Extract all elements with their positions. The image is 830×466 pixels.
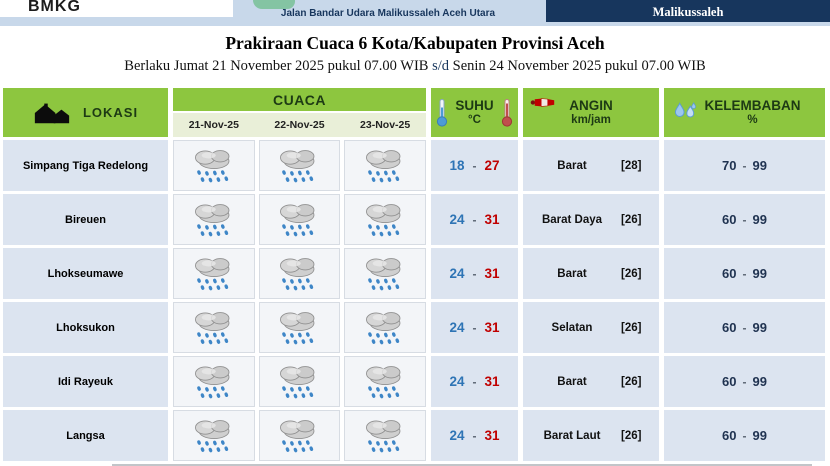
weather-cells [173, 410, 426, 461]
wind-direction: Barat [557, 375, 587, 388]
header-angin-unit: km/jam [571, 113, 611, 126]
rain-cloud-icon [358, 147, 412, 184]
temperature-cell [431, 248, 518, 299]
humidity-max: 99 [752, 428, 767, 443]
table-row [3, 194, 825, 245]
wind-speed: [26] [621, 429, 642, 442]
temperature-cell [431, 302, 518, 353]
temp-max: 31 [484, 266, 500, 281]
header-dates [173, 113, 426, 137]
wind-cell [523, 194, 659, 245]
rain-cloud-icon [187, 255, 241, 292]
header-angin [523, 88, 659, 137]
location-label: Lhoksukon [56, 321, 115, 334]
rain-cloud-icon [358, 309, 412, 346]
weather-cell-day3 [344, 194, 426, 245]
humidity-cell [664, 248, 825, 299]
location-label: Langsa [66, 429, 105, 442]
location-cell [3, 356, 168, 407]
humidity-max: 99 [752, 158, 767, 173]
thermometer-hot-icon [501, 97, 513, 128]
temp-min: 24 [449, 212, 465, 227]
validity-period [0, 57, 830, 76]
station-address: Jalan Bandar Udara Malikussaleh Aceh Utara [280, 8, 496, 19]
wind-cell [523, 248, 659, 299]
temp-min: 18 [449, 158, 465, 173]
header-kelembaban-unit: % [747, 113, 758, 126]
weather-cell-day3 [344, 410, 426, 461]
table-row [3, 410, 825, 461]
temperature-cell [431, 356, 518, 407]
validity-start: Berlaku Jumat 21 November 2025 pukul 07.00 WIB [124, 58, 433, 74]
range-separator: - [472, 266, 477, 281]
rain-cloud-icon [187, 417, 241, 454]
droplets-icon [673, 102, 698, 122]
table-row [3, 248, 825, 299]
location-label: Simpang Tiga Redelong [22, 159, 149, 172]
humidity-min: 60 [722, 212, 737, 227]
wind-speed: [26] [621, 321, 642, 334]
range-separator: - [742, 428, 747, 443]
temp-min: 24 [449, 266, 465, 281]
rain-cloud-icon [272, 255, 326, 292]
temp-max: 31 [484, 320, 500, 335]
humidity-cell [664, 302, 825, 353]
location-cell [3, 410, 168, 461]
humidity-cell [664, 140, 825, 191]
wind-speed: [26] [621, 375, 642, 388]
humidity-min: 60 [722, 374, 737, 389]
humidity-max: 99 [752, 374, 767, 389]
wind-cell [523, 410, 659, 461]
range-separator: - [472, 374, 477, 389]
windsock-icon [530, 96, 558, 109]
weather-cell-day2 [259, 410, 341, 461]
rain-cloud-icon [187, 201, 241, 238]
temp-min: 24 [449, 320, 465, 335]
temperature-cell [431, 194, 518, 245]
weather-cell-day1 [173, 194, 255, 245]
range-separator: - [472, 158, 477, 173]
header-lokasi [3, 88, 168, 137]
date-day2: 22-Nov-25 [274, 119, 325, 131]
rain-cloud-icon [187, 309, 241, 346]
weather-cell-day1 [173, 248, 255, 299]
header-suhu-unit: °C [468, 113, 481, 126]
wind-cell [523, 140, 659, 191]
table-row [3, 302, 825, 353]
location-cell [3, 140, 168, 191]
humidity-max: 99 [752, 320, 767, 335]
temperature-cell [431, 410, 518, 461]
weather-cell-day1 [173, 410, 255, 461]
temperature-cell [431, 140, 518, 191]
wind-speed: [26] [621, 213, 642, 226]
rain-cloud-icon [272, 363, 326, 400]
weather-cells [173, 302, 426, 353]
bmkg-logo-text: BMKG [28, 0, 81, 15]
rain-cloud-icon [272, 309, 326, 346]
header-suhu-text [455, 98, 493, 128]
humidity-min: 60 [722, 266, 737, 281]
weather-cells [173, 140, 426, 191]
range-separator: - [742, 266, 747, 281]
rain-cloud-icon [358, 417, 412, 454]
weather-cell-day3 [344, 356, 426, 407]
temp-max: 31 [484, 212, 500, 227]
temp-min: 24 [449, 428, 465, 443]
rain-cloud-icon [272, 417, 326, 454]
wind-direction: Barat [557, 267, 587, 280]
header-cuaca-label: CUACA [173, 88, 426, 111]
wind-speed: [28] [621, 159, 642, 172]
weather-cells [173, 248, 426, 299]
range-separator: - [472, 428, 477, 443]
header-cuaca [173, 88, 426, 137]
humidity-min: 70 [722, 158, 737, 173]
wind-direction: Barat Daya [541, 213, 603, 226]
weather-cell-day3 [344, 248, 426, 299]
wind-cell [523, 356, 659, 407]
rain-cloud-icon [358, 363, 412, 400]
table-header [3, 88, 825, 137]
house-icon [33, 101, 71, 125]
station-name-badge [546, 0, 830, 22]
validity-end: Senin 24 November 2025 pukul 07.00 WIB [452, 58, 706, 74]
header-suhu-label: SUHU [455, 97, 494, 113]
weather-cell-day1 [173, 140, 255, 191]
humidity-cell [664, 410, 825, 461]
rain-cloud-icon [358, 255, 412, 292]
range-separator: - [742, 212, 747, 227]
wind-speed: [26] [621, 267, 642, 280]
temp-max: 31 [484, 428, 500, 443]
range-separator: - [742, 158, 747, 173]
location-cell [3, 248, 168, 299]
page-title: Prakiraan Cuaca 6 Kota/Kabupaten Provinsi Aceh [225, 33, 605, 53]
rain-cloud-icon [358, 201, 412, 238]
top-banner [0, 0, 830, 26]
humidity-cell [664, 194, 825, 245]
range-separator: - [472, 320, 477, 335]
range-separator: - [742, 374, 747, 389]
location-cell [3, 194, 168, 245]
weather-cell-day2 [259, 248, 341, 299]
table-row [3, 140, 825, 191]
weather-cell-day3 [344, 302, 426, 353]
title-block [0, 26, 830, 76]
weather-cell-day2 [259, 194, 341, 245]
humidity-min: 60 [722, 320, 737, 335]
humidity-min: 60 [722, 428, 737, 443]
header-angin-text [569, 98, 613, 128]
weather-cell-day1 [173, 302, 255, 353]
temp-min: 24 [449, 374, 465, 389]
header-suhu [431, 88, 518, 137]
humidity-max: 99 [752, 212, 767, 227]
rain-cloud-icon [272, 147, 326, 184]
header-lokasi-label: LOKASI [82, 105, 139, 120]
validity-separator: s/d [432, 58, 450, 74]
wind-direction: Barat [557, 159, 587, 172]
location-cell [3, 302, 168, 353]
rain-cloud-icon [272, 201, 326, 238]
location-label: Idi Rayeuk [57, 375, 114, 388]
header-kelembaban-label: KELEMBABAN [704, 97, 801, 113]
range-separator: - [472, 212, 477, 227]
bmkg-logo-box [0, 0, 233, 17]
range-separator: - [742, 320, 747, 335]
thermometer-cold-icon [436, 97, 448, 128]
forecast-table [3, 88, 825, 461]
weather-cells [173, 356, 426, 407]
weather-cell-day2 [259, 356, 341, 407]
weather-cell-day1 [173, 356, 255, 407]
header-angin-label: ANGIN [569, 97, 613, 113]
rain-cloud-icon [187, 363, 241, 400]
humidity-cell [664, 356, 825, 407]
weather-cells [173, 194, 426, 245]
header-kelembaban [664, 88, 825, 137]
location-label: Lhokseumawe [47, 267, 124, 280]
location-label: Bireuen [65, 213, 106, 226]
weather-cell-day2 [259, 302, 341, 353]
weather-cell-day2 [259, 140, 341, 191]
header-kelembaban-text [689, 98, 801, 128]
table-row [3, 356, 825, 407]
temp-max: 27 [484, 158, 500, 173]
date-day1: 21-Nov-25 [188, 119, 239, 131]
wind-direction: Barat Laut [543, 429, 601, 442]
date-day3: 23-Nov-25 [360, 119, 411, 131]
weather-cell-day3 [344, 140, 426, 191]
station-name: Malikussaleh [652, 5, 724, 19]
rain-cloud-icon [187, 147, 241, 184]
humidity-max: 99 [752, 266, 767, 281]
wind-cell [523, 302, 659, 353]
temp-max: 31 [484, 374, 500, 389]
wind-direction: Selatan [551, 321, 593, 334]
